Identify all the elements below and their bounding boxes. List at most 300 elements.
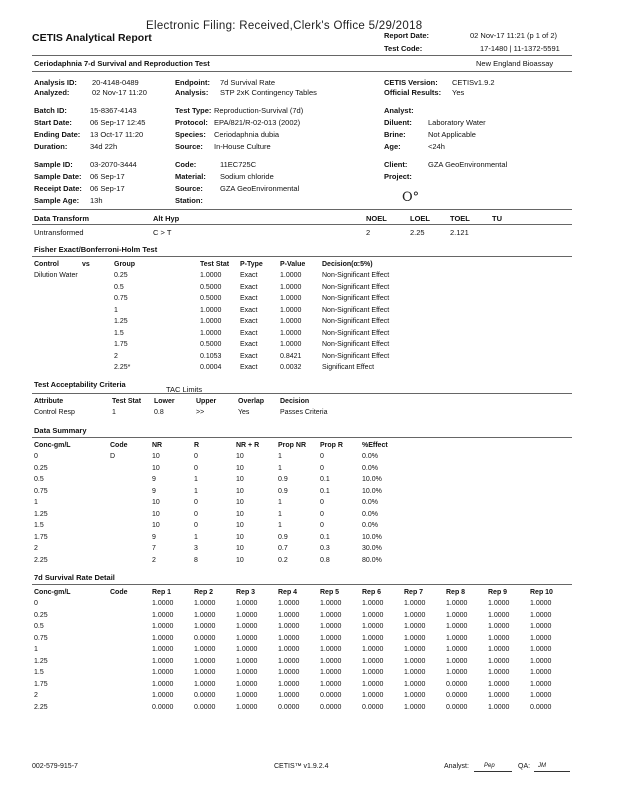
col-header: Code bbox=[110, 441, 128, 449]
table-cell: Exact bbox=[240, 341, 258, 349]
table-cell: 1 bbox=[194, 533, 198, 541]
table-cell: 1.5 bbox=[114, 329, 124, 337]
table-cell: 80.0% bbox=[362, 556, 382, 564]
summary-table bbox=[34, 439, 412, 566]
col-header: NR + R bbox=[236, 441, 260, 449]
cetis-version-label: CETIS Version: bbox=[384, 78, 438, 87]
table-cell: 1.0000 bbox=[278, 669, 300, 677]
table-cell: 2.25* bbox=[114, 364, 131, 372]
table-cell: 0 bbox=[34, 600, 38, 608]
table-cell: 1 bbox=[278, 522, 282, 530]
summary-body bbox=[34, 451, 412, 566]
table-cell: 1.0000 bbox=[530, 634, 552, 642]
table-cell: 0.0000 bbox=[530, 703, 552, 711]
ending-date-value: 13 Oct-17 11:20 bbox=[90, 130, 144, 139]
table-cell: 1.0000 bbox=[236, 634, 258, 642]
divider bbox=[32, 437, 572, 438]
col-header: NR bbox=[152, 441, 163, 449]
table-row bbox=[34, 270, 432, 282]
col-header: Decision bbox=[280, 397, 310, 405]
table-cell bbox=[110, 486, 152, 498]
table-cell: Control Resp bbox=[34, 409, 75, 417]
table-cell: 1.0000 bbox=[194, 657, 216, 665]
table-cell: 1.0000 bbox=[362, 600, 384, 608]
transform-value-3: 2.25 bbox=[410, 228, 425, 237]
transform-header-2: NOEL bbox=[366, 214, 387, 223]
table-cell: 1.0000 bbox=[488, 680, 510, 688]
table-cell: 1 bbox=[278, 510, 282, 518]
table-cell: 1.0000 bbox=[404, 692, 426, 700]
col-header: Conc-gm/L bbox=[34, 588, 71, 596]
table-cell bbox=[82, 328, 114, 340]
col-header: vs bbox=[82, 260, 90, 268]
col-header: Prop NR bbox=[278, 441, 306, 449]
col-header: Overlap bbox=[238, 397, 265, 405]
table-cell: 1.0000 bbox=[278, 634, 300, 642]
project-label: Project: bbox=[384, 172, 412, 181]
species-value: Ceriodaphnia dubia bbox=[214, 130, 280, 139]
table-cell: 10 bbox=[152, 464, 160, 472]
table-cell: Non-Significant Effect bbox=[322, 295, 390, 303]
col-header: Rep 6 bbox=[362, 588, 382, 596]
table-cell: 10 bbox=[236, 476, 244, 484]
table-cell: 0.25 bbox=[114, 272, 128, 280]
table-cell: 1.0000 bbox=[362, 692, 384, 700]
transform-value-1: C > T bbox=[153, 228, 172, 237]
table-row bbox=[34, 293, 432, 305]
table-cell: 0.0% bbox=[362, 510, 378, 518]
table-cell: 1.25 bbox=[114, 318, 128, 326]
table-cell: 0.8 bbox=[320, 556, 330, 564]
table-cell: 0.0000 bbox=[446, 703, 468, 711]
table-header-row bbox=[34, 586, 572, 598]
tac-limits-label: TAC Limits bbox=[166, 385, 203, 394]
table-cell: 1.5 bbox=[34, 669, 44, 677]
analyzed-value: 02 Nov-17 11:20 bbox=[92, 88, 147, 97]
table-cell: 1 bbox=[112, 409, 116, 417]
table-cell bbox=[34, 351, 82, 363]
sample-source-value: GZA GeoEnvironmental bbox=[220, 184, 300, 193]
table-cell: 1.0000 bbox=[280, 318, 302, 326]
diluent-value: Laboratory Water bbox=[428, 118, 486, 127]
col-header: Test Stat bbox=[112, 397, 142, 405]
table-cell: 0 bbox=[194, 510, 198, 518]
table-cell: 0.2 bbox=[278, 556, 288, 564]
col-header: Rep 4 bbox=[278, 588, 298, 596]
table-row bbox=[34, 656, 572, 668]
table-cell: 1.0000 bbox=[530, 611, 552, 619]
table-cell: 1.0000 bbox=[446, 634, 468, 642]
sample-id-label: Sample ID: bbox=[34, 160, 73, 169]
table-cell: 0.25 bbox=[34, 464, 48, 472]
table-header-row bbox=[34, 439, 412, 451]
table-cell: 0.0004 bbox=[200, 364, 222, 372]
table-cell: 0.7 bbox=[278, 545, 288, 553]
table-cell: Significant Effect bbox=[322, 364, 375, 372]
table-cell: 9 bbox=[152, 487, 156, 495]
footer-version: CETIS™ v1.9.2.4 bbox=[274, 763, 329, 770]
table-cell: 10 bbox=[236, 545, 244, 553]
receipt-date-label: Receipt Date: bbox=[34, 184, 82, 193]
table-cell: 1.0000 bbox=[488, 623, 510, 631]
col-header: Upper bbox=[196, 397, 217, 405]
table-row bbox=[34, 362, 432, 374]
sample-date-label: Sample Date: bbox=[34, 172, 82, 181]
test-type-value: Reproduction-Survival (7d) bbox=[214, 106, 304, 115]
start-date-label: Start Date: bbox=[34, 118, 72, 127]
client-label: Client: bbox=[384, 160, 408, 169]
table-row bbox=[34, 598, 572, 610]
table-cell: 1.75 bbox=[114, 341, 128, 349]
table-cell: 1.0000 bbox=[194, 600, 216, 608]
fisher-body bbox=[34, 270, 432, 374]
table-cell: 0.3 bbox=[320, 545, 330, 553]
station-label: Station: bbox=[175, 196, 203, 205]
table-cell: 1.0000 bbox=[194, 680, 216, 688]
table-cell: 0.1053 bbox=[200, 352, 222, 360]
table-row bbox=[34, 633, 572, 645]
table-cell: Non-Significant Effect bbox=[322, 272, 390, 280]
table-cell: 1.0000 bbox=[446, 611, 468, 619]
col-header: Decision(α:5%) bbox=[322, 260, 373, 268]
client-value: GZA GeoEnvironmental bbox=[428, 160, 508, 169]
table-cell: 1.0000 bbox=[278, 692, 300, 700]
table-cell: 1 bbox=[194, 487, 198, 495]
table-cell: 1.0000 bbox=[404, 680, 426, 688]
table-cell: 1.0000 bbox=[236, 623, 258, 631]
sample-age-value: 13h bbox=[90, 196, 103, 205]
table-cell: 0.0000 bbox=[278, 703, 300, 711]
col-header: R bbox=[194, 441, 200, 449]
table-cell: 0.1 bbox=[320, 487, 330, 495]
table-cell: 1.0000 bbox=[236, 703, 258, 711]
duration-value: 34d 22h bbox=[90, 142, 118, 151]
table-cell: 1.0000 bbox=[530, 669, 552, 677]
table-cell: 1.0000 bbox=[152, 692, 174, 700]
table-cell: 1.0000 bbox=[446, 646, 468, 654]
table-cell: 1.0000 bbox=[152, 600, 174, 608]
table-cell: 1.0000 bbox=[362, 669, 384, 677]
table-row bbox=[34, 679, 572, 691]
table-cell: 1.0000 bbox=[152, 623, 174, 631]
table-cell: Passes Criteria bbox=[280, 409, 328, 417]
table-cell: D bbox=[110, 453, 116, 461]
table-cell: 1.0000 bbox=[194, 611, 216, 619]
section-title: Ceriodaphnia 7-d Survival and Reproduction Test bbox=[34, 59, 210, 68]
table-cell: 0.0000 bbox=[446, 692, 468, 700]
divider bbox=[32, 224, 572, 225]
table-cell: 0 bbox=[34, 453, 38, 461]
table-cell: 2 bbox=[34, 692, 38, 700]
col-header: Rep 7 bbox=[404, 588, 424, 596]
detail-table bbox=[34, 586, 572, 713]
table-cell: 1 bbox=[34, 646, 38, 654]
col-header: Conc-gm/L bbox=[34, 441, 71, 449]
table-cell: 1.0000 bbox=[446, 600, 468, 608]
table-cell: 1.0000 bbox=[236, 646, 258, 654]
table-cell: 1.0000 bbox=[488, 703, 510, 711]
table-cell: 10 bbox=[236, 533, 244, 541]
table-cell: 1.0000 bbox=[280, 341, 302, 349]
table-cell: 10 bbox=[236, 522, 244, 530]
table-cell: Yes bbox=[238, 409, 250, 417]
table-cell: 0.5 bbox=[34, 623, 44, 631]
table-cell: 1.0000 bbox=[362, 680, 384, 688]
table-cell bbox=[110, 633, 152, 645]
acceptability-title: Test Acceptability Criteria bbox=[34, 380, 126, 389]
table-cell: 1.75 bbox=[34, 533, 48, 541]
protocol-value: EPA/821/R-02-013 (2002) bbox=[214, 118, 301, 127]
test-code-value: 17-1480 | 11-1372-5591 bbox=[480, 44, 560, 53]
table-cell: 1.0000 bbox=[236, 657, 258, 665]
table-row bbox=[34, 316, 432, 328]
table-cell: 0 bbox=[194, 453, 198, 461]
col-header: Lower bbox=[154, 397, 175, 405]
divider bbox=[32, 393, 572, 394]
filing-stamp: Electronic Filing: Received,Clerk's Office 5/29/2018 bbox=[146, 20, 423, 32]
table-cell: Non-Significant Effect bbox=[322, 329, 390, 337]
table-cell: 0.0000 bbox=[362, 703, 384, 711]
table-cell: 9 bbox=[152, 533, 156, 541]
col-header: Attribute bbox=[34, 397, 64, 405]
table-cell: 1.0000 bbox=[404, 703, 426, 711]
transform-header-0: Data Transform bbox=[34, 214, 90, 223]
table-cell: 1.0000 bbox=[404, 657, 426, 665]
sample-age-label: Sample Age: bbox=[34, 196, 80, 205]
report-date-label: Report Date: bbox=[384, 31, 430, 40]
age-value: <24h bbox=[428, 142, 445, 151]
table-cell: 1.0000 bbox=[530, 680, 552, 688]
table-cell: 10 bbox=[236, 556, 244, 564]
table-cell: 1.0000 bbox=[488, 600, 510, 608]
sample-date-value: 06 Sep-17 bbox=[90, 172, 125, 181]
duration-label: Duration: bbox=[34, 142, 68, 151]
table-cell: Exact bbox=[240, 295, 258, 303]
source-label: Source: bbox=[175, 142, 203, 151]
table-cell bbox=[82, 305, 114, 317]
table-cell: 3 bbox=[194, 545, 198, 553]
table-cell: 0.5000 bbox=[200, 283, 222, 291]
diluent-label: Diluent: bbox=[384, 118, 412, 127]
table-cell: 1 bbox=[278, 453, 282, 461]
table-cell: 0 bbox=[194, 464, 198, 472]
table-cell bbox=[82, 293, 114, 305]
divider bbox=[32, 55, 572, 56]
table-cell: 0.0000 bbox=[194, 703, 216, 711]
table-cell bbox=[34, 339, 82, 351]
table-header-row bbox=[34, 258, 432, 270]
table-cell: Non-Significant Effect bbox=[322, 318, 390, 326]
table-cell: 0.0% bbox=[362, 499, 378, 507]
table-cell bbox=[110, 555, 152, 567]
table-cell bbox=[34, 305, 82, 317]
table-cell: 10 bbox=[236, 499, 244, 507]
batch-id-value: 15-8367-4143 bbox=[90, 106, 137, 115]
table-cell: 1.0000 bbox=[200, 329, 222, 337]
table-cell: 1.0000 bbox=[320, 669, 342, 677]
table-cell: 1.0000 bbox=[446, 623, 468, 631]
table-cell: 1.0000 bbox=[280, 272, 302, 280]
table-cell: 0.8421 bbox=[280, 352, 302, 360]
analyst-label: Analyst: bbox=[384, 106, 414, 115]
table-cell: 1.0000 bbox=[488, 611, 510, 619]
table-cell: 0.25 bbox=[34, 611, 48, 619]
table-cell bbox=[110, 520, 152, 532]
table-cell bbox=[110, 644, 152, 656]
table-cell: 0.5000 bbox=[200, 295, 222, 303]
table-cell: 1.0000 bbox=[280, 295, 302, 303]
material-value: Sodium chloride bbox=[220, 172, 274, 181]
table-cell: 0 bbox=[320, 464, 324, 472]
detail-title: 7d Survival Rate Detail bbox=[34, 573, 115, 582]
col-header: Prop R bbox=[320, 441, 343, 449]
table-cell bbox=[110, 690, 152, 702]
table-cell: 1.0000 bbox=[236, 692, 258, 700]
table-cell: 0.0000 bbox=[446, 680, 468, 688]
report-date-value: 02 Nov-17 11:21 (p 1 of 2) bbox=[470, 31, 557, 40]
col-header: Control bbox=[34, 260, 59, 268]
col-header: P-Type bbox=[240, 260, 263, 268]
table-cell: Non-Significant Effect bbox=[322, 283, 390, 291]
col-header: P-Value bbox=[280, 260, 306, 268]
material-label: Material: bbox=[175, 172, 206, 181]
table-row bbox=[34, 305, 432, 317]
table-cell: 10 bbox=[152, 522, 160, 530]
table-cell: 1.0000 bbox=[320, 600, 342, 608]
col-header: %Effect bbox=[362, 441, 388, 449]
table-cell: 1.0000 bbox=[488, 634, 510, 642]
table-header-row bbox=[34, 395, 370, 407]
table-cell: 1 bbox=[278, 499, 282, 507]
table-cell: 0.0% bbox=[362, 453, 378, 461]
table-cell: 2.25 bbox=[34, 703, 48, 711]
table-row bbox=[34, 702, 572, 714]
table-cell: 1.0000 bbox=[200, 272, 222, 280]
transform-header-1: Alt Hyp bbox=[153, 214, 180, 223]
table-cell: 0.75 bbox=[114, 295, 128, 303]
table-cell: 1.25 bbox=[34, 510, 48, 518]
sample-source-label: Source: bbox=[175, 184, 203, 193]
analyst-initials: Pep bbox=[484, 763, 495, 769]
table-cell: 1.0000 bbox=[152, 646, 174, 654]
table-cell: 10 bbox=[152, 510, 160, 518]
col-header: Test Stat bbox=[200, 260, 230, 268]
transform-header-5: TU bbox=[492, 214, 502, 223]
brine-label: Brine: bbox=[384, 130, 406, 139]
table-cell: 1.0000 bbox=[320, 611, 342, 619]
table-cell: 1 bbox=[194, 476, 198, 484]
table-row bbox=[34, 351, 432, 363]
col-header: Group bbox=[114, 260, 135, 268]
table-cell bbox=[110, 497, 152, 509]
table-cell: 1.0000 bbox=[320, 680, 342, 688]
table-cell: 1.0000 bbox=[278, 623, 300, 631]
table-cell: 1.0000 bbox=[280, 306, 302, 314]
table-cell bbox=[110, 598, 152, 610]
analysis-label: Analysis: bbox=[175, 88, 209, 97]
table-cell bbox=[110, 656, 152, 668]
table-cell: Non-Significant Effect bbox=[322, 352, 390, 360]
table-row bbox=[34, 486, 412, 498]
table-cell: 1.0000 bbox=[488, 669, 510, 677]
batch-id-label: Batch ID: bbox=[34, 106, 67, 115]
cetis-version-value: CETISv1.9.2 bbox=[452, 78, 495, 87]
table-cell: 1.0000 bbox=[278, 600, 300, 608]
col-header: Rep 8 bbox=[446, 588, 466, 596]
table-cell: 1.0000 bbox=[488, 692, 510, 700]
analysis-value: STP 2xK Contingency Tables bbox=[220, 88, 317, 97]
table-cell: 1.0000 bbox=[152, 669, 174, 677]
table-cell: Exact bbox=[240, 364, 258, 372]
start-date-value: 06 Sep-17 12:45 bbox=[90, 118, 146, 127]
table-row bbox=[34, 451, 412, 463]
table-row bbox=[34, 282, 432, 294]
sample-id-value: 03-2070-3444 bbox=[90, 160, 137, 169]
age-label: Age: bbox=[384, 142, 401, 151]
table-cell bbox=[110, 610, 152, 622]
table-row bbox=[34, 474, 412, 486]
table-cell: 0.8 bbox=[154, 409, 164, 417]
table-cell bbox=[82, 339, 114, 351]
table-cell: 0 bbox=[194, 522, 198, 530]
table-cell: 1 bbox=[114, 306, 118, 314]
table-cell: 0.9 bbox=[278, 476, 288, 484]
test-type-label: Test Type: bbox=[175, 106, 212, 115]
table-cell: 1.0000 bbox=[278, 646, 300, 654]
table-row bbox=[34, 610, 572, 622]
table-cell: 1 bbox=[278, 464, 282, 472]
table-cell: 1.0000 bbox=[404, 611, 426, 619]
table-cell: 2.25 bbox=[34, 556, 48, 564]
analyzed-label: Analyzed: bbox=[34, 88, 70, 97]
transform-header-4: TOEL bbox=[450, 214, 470, 223]
table-cell: 1.0000 bbox=[362, 634, 384, 642]
transform-header-3: LOEL bbox=[410, 214, 430, 223]
table-cell: 10.0% bbox=[362, 487, 382, 495]
table-row bbox=[34, 328, 432, 340]
table-cell bbox=[82, 351, 114, 363]
table-cell: 1.0000 bbox=[152, 657, 174, 665]
col-header: Rep 5 bbox=[320, 588, 340, 596]
table-cell: 0.75 bbox=[34, 487, 48, 495]
table-cell: 1.0000 bbox=[530, 692, 552, 700]
table-row bbox=[34, 463, 412, 475]
col-header: Rep 3 bbox=[236, 588, 256, 596]
table-cell: 0.1 bbox=[320, 533, 330, 541]
table-cell: Non-Significant Effect bbox=[322, 306, 390, 314]
table-cell: >> bbox=[196, 409, 205, 417]
qa-sign-label: QA: bbox=[518, 763, 531, 770]
table-cell: 0.5 bbox=[114, 283, 124, 291]
table-cell: 1.0000 bbox=[362, 646, 384, 654]
table-row bbox=[34, 407, 370, 419]
analysis-id-label: Analysis ID: bbox=[34, 78, 77, 87]
analysis-id-value: 20-4148-0489 bbox=[92, 78, 139, 87]
table-cell: 1.0000 bbox=[320, 657, 342, 665]
table-cell: 10 bbox=[152, 499, 160, 507]
col-header: Rep 1 bbox=[152, 588, 172, 596]
table-cell: Exact bbox=[240, 306, 258, 314]
receipt-date-value: 06 Sep-17 bbox=[90, 184, 125, 193]
table-cell bbox=[34, 362, 82, 374]
table-row bbox=[34, 555, 412, 567]
table-cell: 1.0000 bbox=[530, 600, 552, 608]
source-value: In-House Culture bbox=[214, 142, 271, 151]
protocol-label: Protocol: bbox=[175, 118, 208, 127]
brine-value: Not Applicable bbox=[428, 130, 476, 139]
table-cell: 1.0000 bbox=[488, 646, 510, 654]
table-cell: 0.0000 bbox=[194, 692, 216, 700]
